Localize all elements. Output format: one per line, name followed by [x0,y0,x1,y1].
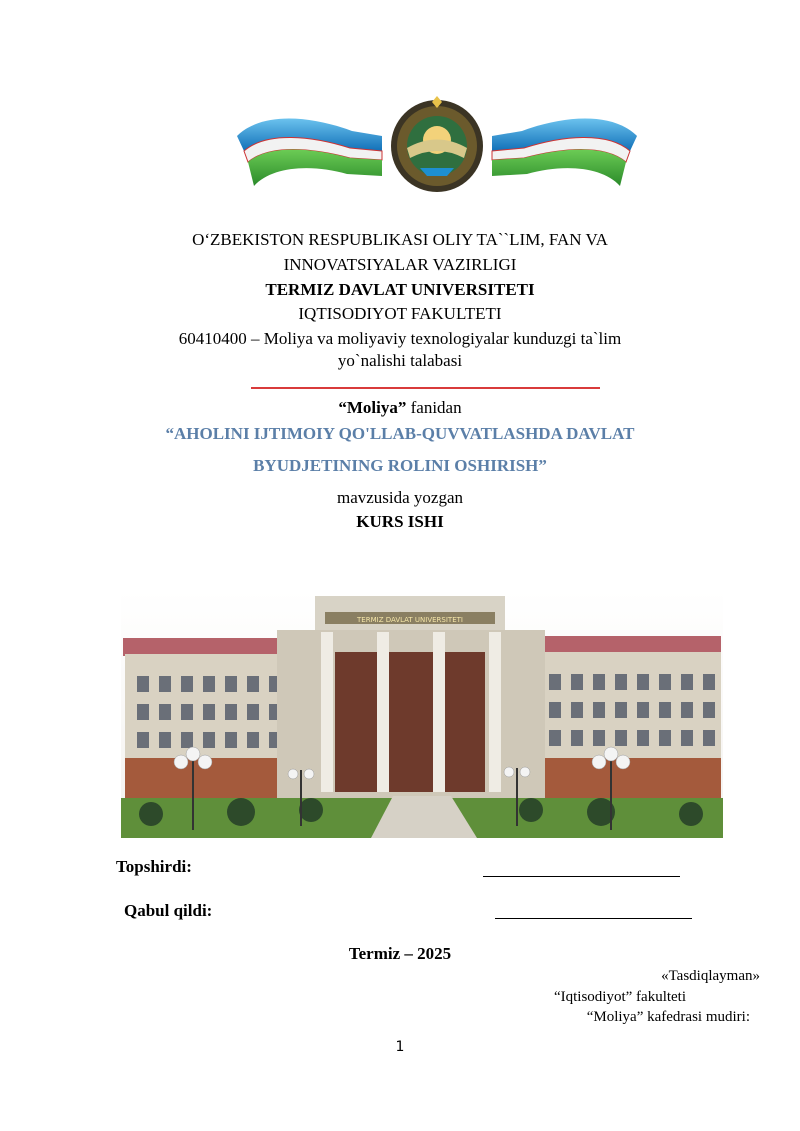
program-line-1: 60410400 – Moliya va moliyaviy texnologiyalar kunduzgi ta`lim [178,329,622,348]
city-year: Termiz – 2025 [348,944,452,963]
approval-line-1: «Tasdiqlayman» [661,968,760,984]
building-sign-text: TERMIZ DAVLAT UNIVERSITETI [357,616,463,624]
program-line-2: yo`nalishi talabasi [337,351,463,370]
university-name: TERMIZ DAVLAT UNIVERSITETI [265,280,535,299]
subject-line [0,396,800,420]
submitted-signature-line [483,876,680,877]
submitted-label: Topshirdi: [116,857,192,876]
faculty-name: IQTISODIYOT FAKULTETI [298,304,502,323]
accepted-signature-line [495,918,692,919]
subject-name: “Moliya” [338,398,407,417]
topic-line-1: “AHOLINI IJTIMOIY QO'LLAB-QUVVATLASHDA DAVLAT [165,424,635,443]
page-number: 1 [395,1039,405,1055]
ministry-line-2: INNOVATSIYALAR VAZIRLIGI [283,255,517,274]
approval-line-2: “Iqtisodiyot” fakulteti [553,989,687,1005]
ministry-line-1: O‘ZBEKISTON RESPUBLIKASI OLIY TA``LIM, FAN VA [192,230,608,249]
topic-line-2: BYUDJETINING ROLINI OSHIRISH” [253,456,547,475]
university-building-photo [121,590,723,838]
state-emblem-with-flag-ribbon [232,96,642,196]
red-divider [251,387,600,389]
accepted-label: Qabul qildi: [124,901,213,920]
approval-line-3: “Moliya” kafedrasi mudiri: [586,1009,750,1025]
subject-suffix: fanidan [406,398,462,417]
work-type: KURS ISHI [356,512,444,531]
written-on-text: mavzusida yozgan [336,488,464,507]
